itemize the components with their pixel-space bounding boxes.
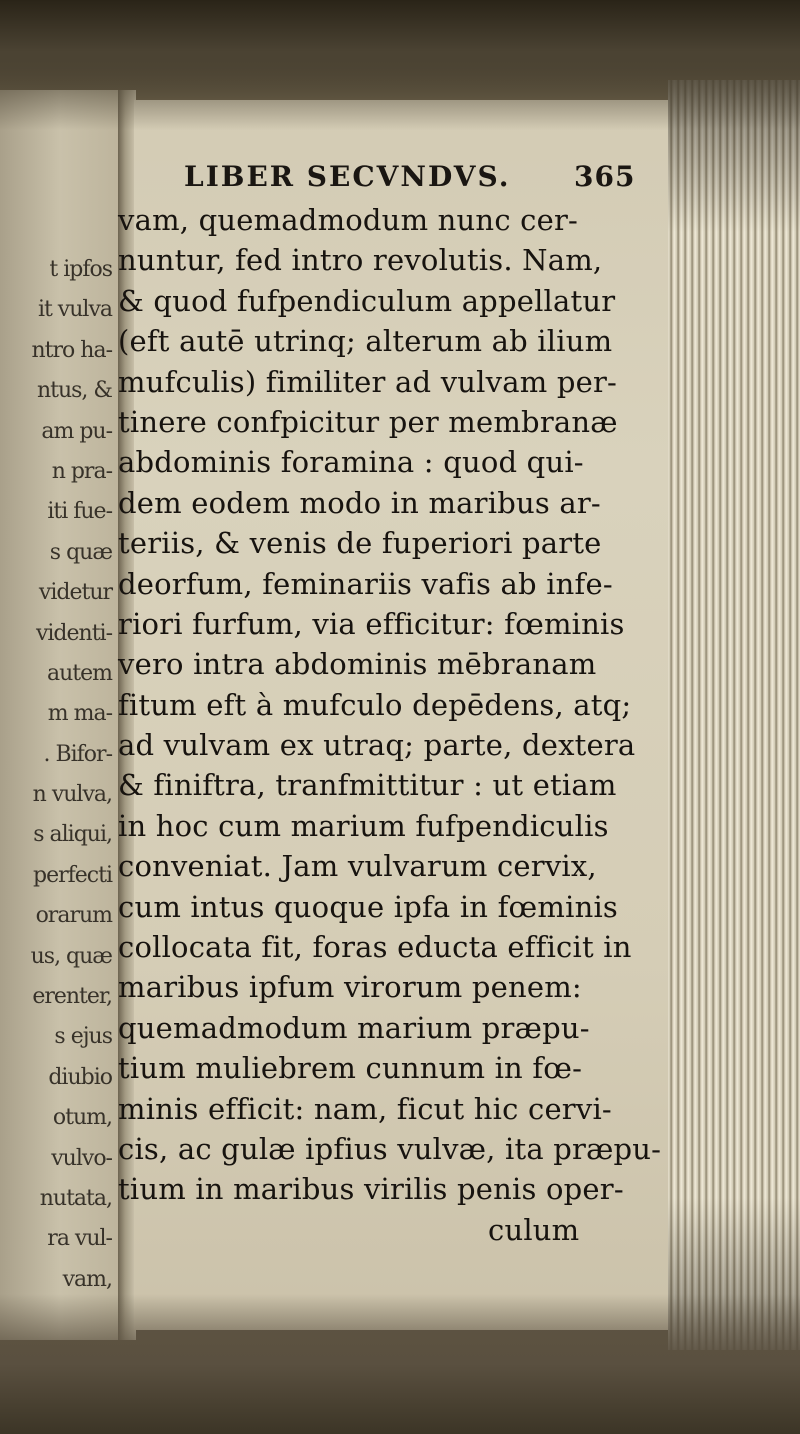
text-line: & finiftra, tranfmittitur : ut etiam [118, 768, 617, 803]
text-line: cum intus quoque ipfa in fœminis [118, 889, 619, 924]
left-page-fragment: orarum [35, 903, 112, 929]
catchword: culum [488, 1212, 580, 1247]
text-line: maribus ipfum virorum penem: [118, 970, 582, 1005]
left-page-fragment: s ejus [54, 1024, 112, 1050]
text-line: ad vulvam ex utraq; parte, dextera [118, 728, 636, 763]
left-page-fragment: ntus, & [36, 378, 112, 404]
text-line: collocata fit, foras educta efficit in [118, 930, 632, 965]
left-page-fragment: diubio [48, 1064, 112, 1090]
text-line: deorfum, feminariis vafis ab infe- [118, 566, 613, 601]
text-line: tinere confpicitur per membranæ [118, 404, 618, 439]
left-page-fragment: t ipfos [49, 257, 112, 282]
left-page-fragment: erenter, [32, 984, 112, 1010]
text-line: in hoc cum marium fufpendiculis [118, 808, 609, 843]
body-text [118, 200, 662, 1250]
text-line: mufculis) fimiliter ad vulvam per- [118, 364, 618, 399]
bottom-shadow [0, 1294, 800, 1434]
left-page-fragment: videnti- [35, 620, 112, 646]
running-head-title: LIBER SECVNDVS. [184, 160, 511, 193]
left-page-fragment: iti fue- [47, 499, 112, 525]
text-line: minis efficit: nam, ficut hic cervi- [118, 1091, 612, 1126]
left-page-fragment: us, quæ [30, 943, 112, 969]
text-line: fitum eft à mufculo depēdens, atq; [118, 687, 632, 722]
text-line: (eft autē utrinq; alterum ab ilium [118, 324, 613, 359]
left-page-fragment: vam, [62, 1266, 112, 1292]
left-page-fragment: autem [46, 660, 112, 686]
main-page [118, 100, 670, 1330]
left-page-fragment: otum, [52, 1105, 112, 1131]
text-line: conveniat. Jam vulvarum cervix, [118, 849, 597, 884]
page-number: 365 [574, 160, 636, 193]
left-page-fragment: nutata, [39, 1185, 112, 1211]
left-page-fragment: videtur [38, 580, 112, 606]
text-line: abdominis foramina : quod qui- [118, 445, 584, 480]
text-line: vam, quemadmodum nunc cer- [118, 203, 579, 237]
text-line: quemadmodum marium præpu- [118, 1010, 590, 1045]
text-line: teriis, & venis de fuperiori parte [118, 526, 602, 561]
text-line: & quod fufpendiculum appellatur [118, 283, 616, 318]
text-line: nuntur, fed intro revolutis. Nam, [118, 243, 603, 278]
left-page-fragment: ra vul- [47, 1226, 112, 1252]
left-facing-page [0, 90, 120, 1340]
left-page-fragment: perfecti [33, 862, 112, 888]
text-line: riori furfum, via efficitur: fœminis [118, 606, 625, 641]
left-page-fragment: am pu- [41, 418, 112, 444]
left-page-fragment: vulvo- [51, 1145, 112, 1171]
left-page-fragment: . Bifor- [43, 741, 112, 767]
left-page-fragment: ntro ha- [31, 337, 112, 363]
page-edges [668, 80, 800, 1350]
text-line: dem eodem modo in maribus ar- [118, 485, 601, 520]
left-page-line-fragments [0, 250, 118, 1300]
left-page-fragment: it vulva [37, 297, 112, 323]
left-page-fragment: s quæ [49, 539, 112, 565]
left-page-fragment: n vulva, [32, 782, 112, 808]
text-line: cis, ac gulæ ipfius vulvæ, ita præpu- [118, 1131, 662, 1166]
left-page-fragment: n pra- [51, 458, 112, 484]
text-line: tium in maribus virilis penis oper- [118, 1172, 624, 1207]
text-line: vero intra abdominis mēbranam [118, 647, 597, 682]
left-page-fragment: s aliqui, [33, 822, 112, 848]
left-page-fragment: m ma- [47, 701, 112, 727]
text-line: tium muliebrem cunnum in fœ- [118, 1051, 583, 1086]
